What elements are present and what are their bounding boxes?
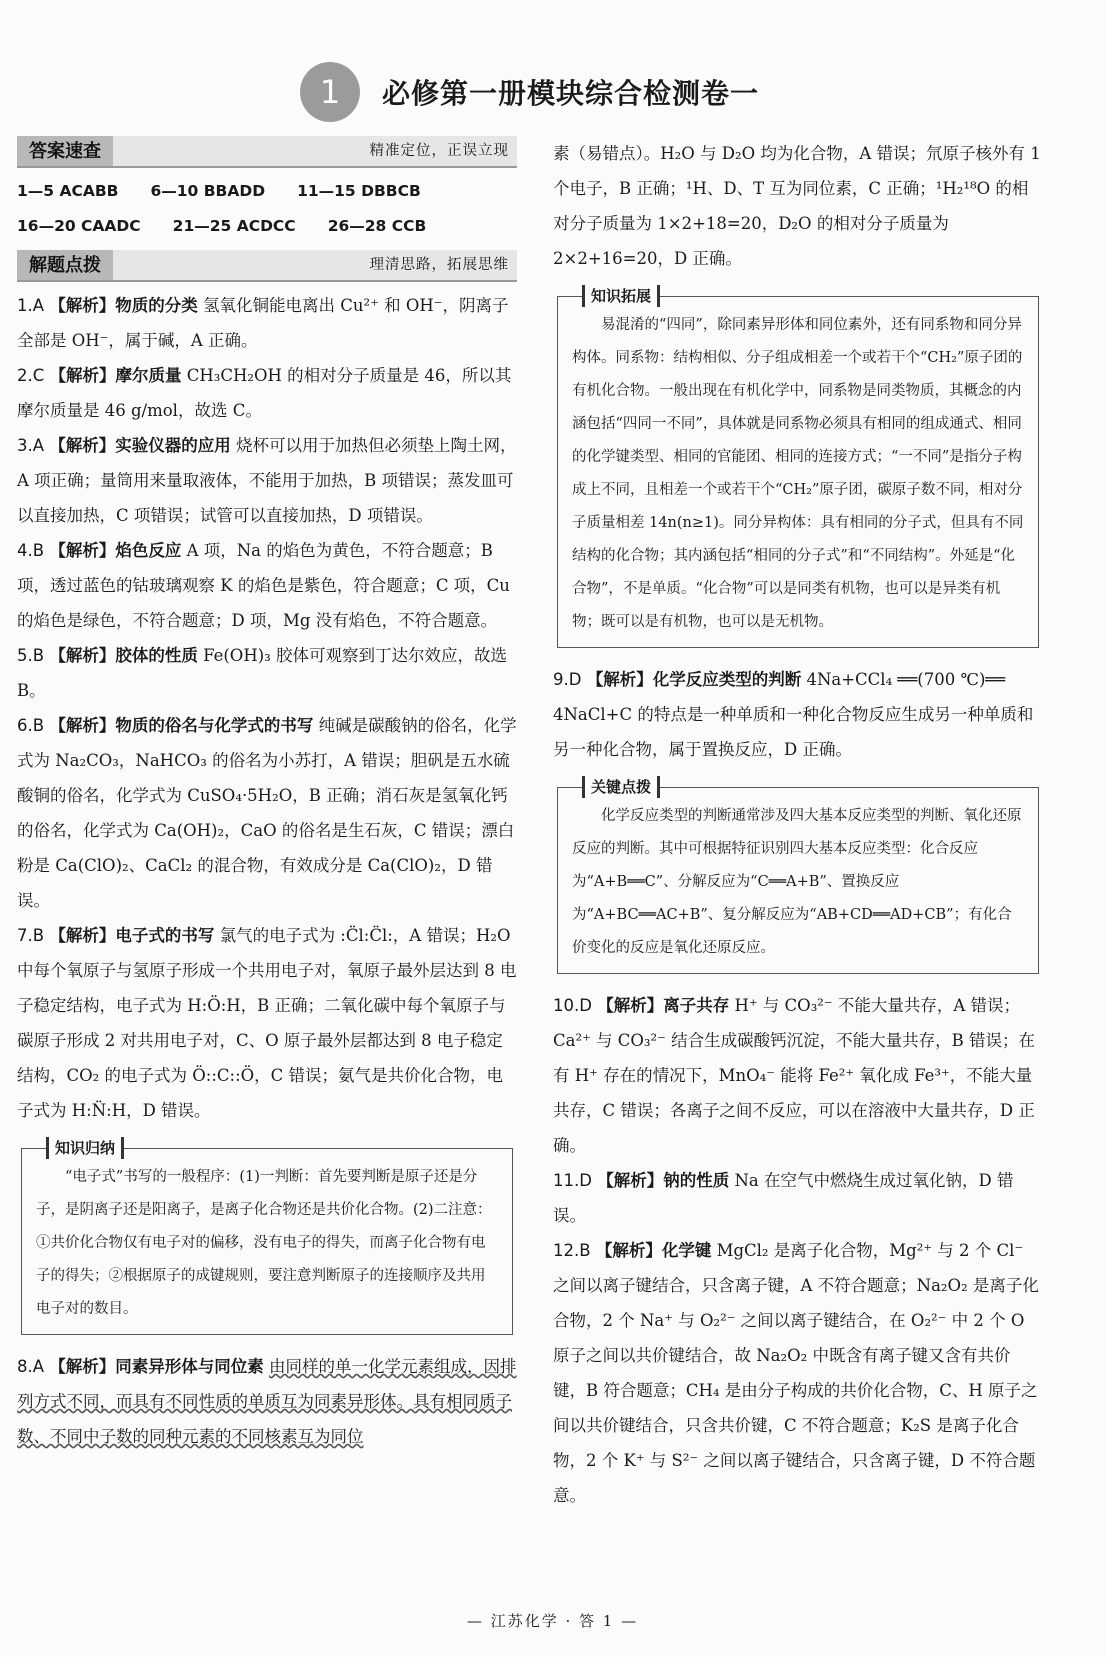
box-label: 关键点拨: [582, 776, 660, 798]
answer-group: 21—25 ACDCC: [172, 217, 296, 235]
box-text: “电子式”书写的一般程序：(1)一判断：首先要判断是原子还是分子，是阴离子还是阳离子，是离子化合物还是共价化合物。(2)二注意：①共价化合物仅有电子对的偏移，没有电子的得失，而离子化合物有电子的得失；②根据原子的成键规则，要注意判断原子的连接顺序及共用电子对的数目。: [36, 1169, 492, 1317]
answer-group: 11—15 DBBCB: [297, 182, 421, 200]
answer-group: 26—28 CCB: [327, 217, 427, 235]
box-text: 化学反应类型的判断通常涉及四大基本反应类型的判断、氧化还原反应的判断。其中可根据特征识别四大基本反应类型：化合反应为“A+B══C”、分解反应为“C══A+B”、置换反应为“A+BC══AC+B”、复分解反应为“AB+CD══AD+CB”；有化合价变化的反应是氧化还原反应。: [572, 808, 1022, 956]
box-text: 易混淆的“四同”，除同素异形体和同位素外，还有同系物和同分异构体。同系物：结构相似、分子组成相差一个或若干个“CH₂”原子团的有机化合物。一般出现在有机化学中，同系物是同类物质，其概念的内涵包括“四同一不同”，具体就是同系物必须具有相同的组成通式、相同的化学键类型、相同的官能团、相同的连接方式；“一不同”是指分子构成上不同，且相差一个或若干个“CH₂”原子团，碳原子数不同，相对分子质量相差 14n(n≥1)。同分异构体：具有相同的分子式，但具有不同结构的化合物；其内涵包括“相同的分子式”和“不同结构”。外延是“化合物”，不是单质。“化合物”可以是同类有机物，也可以是异类有机物；既可以是有机物，也可以是无机物。: [572, 317, 1024, 630]
answers-tagline: 精准定位，正误立现: [369, 142, 509, 159]
explanation-item: 11.D 【解析】钠的性质 Na 在空气中燃烧生成过氧化钠，D 错误。: [553, 1171, 1014, 1225]
explanation-item: 1.A 【解析】物质的分类 氢氧化铜能电离出 Cu²⁺ 和 OH⁻，阴离子全部是 OH⁻，属于碱，A 正确。: [17, 296, 509, 350]
knowledge-expand-box: [557, 287, 1039, 648]
page-header: [300, 60, 759, 124]
explanation-item: 9.D 【解析】化学反应类型的判断 4Na+CCl₄ ══(700 ℃)══ 4NaCl+C 的特点是一种单质和一种化合物反应生成另一种单质和另一种化合物，属于置换反应，D 正确。: [553, 670, 1034, 759]
explain-tagline: 理清思路，拓展思维: [369, 256, 509, 273]
left-items: [17, 288, 517, 1128]
knowledge-summary-box: [21, 1139, 513, 1335]
answer-row: [17, 174, 517, 209]
explanation-item: 10.D 【解析】离子共存 H⁺ 与 CO₃²⁻ 不能大量共存，A 错误；Ca²⁺ 与 CO₃²⁻ 结合生成碳酸钙沉淀，不能大量共存，B 错误；在有 H⁺ 存在的情况下，MnO₄⁻ 能将 Fe²⁺ 氧化成 Fe³⁺，不能大量共存，C 错误；各离子之间不反应，可以在溶液中大量共存，D 正确。: [553, 996, 1035, 1155]
explanation-item: 2.C 【解析】摩尔质量 CH₃CH₂OH 的相对分子质量是 46，所以其摩尔质量是 46 g/mol，故选 C。: [17, 366, 512, 420]
answer-row: [17, 209, 517, 244]
explain-title: 解题点拨: [17, 250, 113, 280]
answer-group: 6—10 BBADD: [150, 182, 266, 200]
explanation-item: 3.A 【解析】实验仪器的应用 烧杯可以用于加热但必须垫上陶土网，A 项正确；量筒用来量取液体，不能用于加热，B 项错误；蒸发皿可以直接加热，C 项错误；试管可以直接加热，D 项错误。: [17, 436, 517, 525]
page-footer: — 江苏化学 · 答 1 —: [466, 1612, 639, 1630]
left-column: [17, 136, 517, 1454]
right-column: [553, 136, 1043, 1513]
answers-bar: [17, 136, 517, 168]
answer-group: 1—5 ACABB: [17, 182, 119, 200]
answer-group: 16—20 CAADC: [17, 217, 141, 235]
explanation-item-continued: 素（易错点）。H₂O 与 D₂O 均为化合物，A 错误；氘原子核外有 1 个电子，B 正确；¹H、D、T 互为同位素，C 正确；¹H₂¹⁸O 的相对分子质量为 1×2+18=20，D₂O 的相对分子质量为 2×2+16=20，D 正确。: [553, 144, 1041, 268]
box-label: 知识拓展: [582, 285, 660, 307]
explain-bar: [17, 250, 517, 282]
chapter-badge: 1: [300, 62, 360, 122]
answers-title: 答案速查: [17, 136, 113, 166]
explanation-item: 12.B 【解析】化学键 MgCl₂ 是离子化合物，Mg²⁺ 与 2 个 Cl⁻ 之间以离子键结合，只含离子键，A 不符合题意；Na₂O₂ 是离子化合物，2 个 Na⁺ 与 O₂²⁻ 之间以离子键结合，在 O₂²⁻ 中 2 个 O 原子之间以共价键结合，故 Na₂O₂ 中既含有离子键又含有共价键，B 符合题意；CH₄ 是由分子构成的共价化合物，C、H 原子之间以共价键结合，只含共价键，C 不符合题意；K₂S 是离子化合物，2 个 K⁺ 与 S²⁻ 之间以离子键结合，只含离子键，D 不符合题意。: [553, 1241, 1039, 1505]
explanation-item: 7.B 【解析】电子式的书写 氯气的电子式为 :C̈l:C̈l:，A 错误；H₂O 中每个氧原子与氢原子形成一个共用电子对，氧原子最外层达到 8 电子稳定结构，电子式为 H:Ö:H，B 正确；二氧化碳中每个氧原子与碳原子形成 2 对共用电子对，C、O 原子最外层都达到 8 电子稳定结构，CO₂ 的电子式为 Ö::C::Ö，C 错误；氨气是共价化合物，电子式为 H:N̈:H，D 错误。: [17, 926, 517, 1120]
explanation-item: 5.B 【解析】胶体的性质 Fe(OH)₃ 胶体可观察到丁达尔效应，故选 B。: [17, 646, 508, 700]
box-label: 知识归纳: [46, 1137, 124, 1159]
explanation-item: 6.B 【解析】物质的俗名与化学式的书写 纯碱是碳酸钠的俗名，化学式为 Na₂CO₃，NaHCO₃ 的俗名为小苏打，A 错误；胆矾是五水硫酸铜的俗名，化学式为 CuSO₄·5H₂O，B 正确；消石灰是氢氧化钙的俗名，化学式为 Ca(OH)₂，CaO 的俗名是生石灰，C 错误；漂白粉是 Ca(ClO)₂、CaCl₂ 的混合物，有效成分是 Ca(ClO)₂，D 错误。: [17, 716, 517, 910]
explanation-item: 4.B 【解析】焰色反应 A 项，Na 的焰色为黄色，不符合题意；B 项，透过蓝色的钴玻璃观察 K 的焰色是紫色，符合题意；C 项，Cu 的焰色是绿色，不符合题意；D 项，Mg 没有焰色，不符合题意。: [17, 541, 510, 630]
explanation-item: 8.A 【解析】同素异形体与同位素 由同样的单一化学元素组成，因排列方式不同，而具有不同性质的单质互为同素异形体。具有相同质子数、不同中子数的同种元素的不同核素互为同位: [17, 1357, 517, 1446]
page-title: 必修第一册模块综合检测卷一: [382, 77, 760, 110]
key-points-box: [557, 778, 1039, 974]
